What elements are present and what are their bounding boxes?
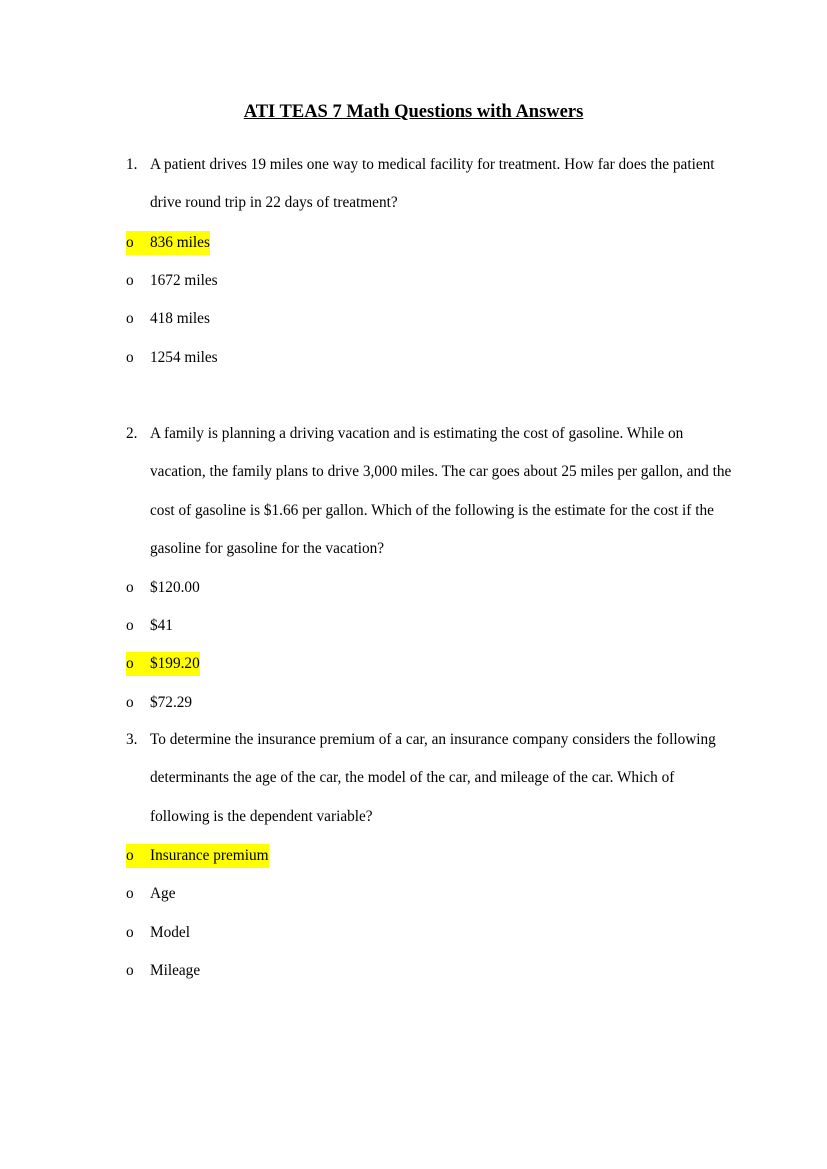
question-text: A patient drives 19 miles one way to medical facility for treatment. How far does the patient drive round trip in 22 days of treatment?	[150, 156, 715, 212]
answer-option	[126, 614, 173, 638]
answer-option	[126, 269, 218, 293]
document-title: ATI TEAS 7 Math Questions with Answers	[243, 102, 584, 122]
question-text: To determine the insurance premium of a car, an insurance company considers the following determinants the age of the car, the model of the car, and mileage of the car. Which of following is the dependent variable?	[150, 731, 716, 825]
question-1	[126, 146, 736, 223]
answer-option	[126, 882, 176, 906]
option-text: Mileage	[150, 962, 201, 979]
answer-option	[126, 691, 192, 715]
option-text: 836 miles	[150, 234, 210, 251]
option-text: $72.29	[150, 694, 193, 711]
answer-option	[126, 844, 269, 868]
answer-option	[126, 346, 218, 370]
question-number: 3.	[126, 731, 138, 748]
option-text: Age	[150, 885, 176, 902]
bullet: o	[126, 924, 134, 941]
bullet: o	[126, 579, 134, 596]
answer-option	[126, 921, 190, 945]
option-text: 418 miles	[150, 310, 210, 327]
option-text: $120.00	[150, 579, 200, 596]
answer-option	[126, 959, 200, 983]
bullet: o	[126, 234, 134, 251]
question-number: 1.	[126, 156, 138, 173]
bullet: o	[126, 962, 134, 979]
option-text: 1254 miles	[150, 349, 218, 366]
option-text: 1672 miles	[150, 272, 218, 289]
question-3	[126, 721, 736, 836]
answer-option	[126, 231, 210, 255]
bullet: o	[126, 310, 134, 327]
bullet: o	[126, 885, 134, 902]
bullet: o	[126, 694, 134, 711]
question-text: A family is planning a driving vacation and is estimating the cost of gasoline. While on vacation, the family plans to drive 3,000 miles. The car goes about 25 miles per gallon, and the cost of gasoline is $1.66 per gallon. Which of the following is the estimate for the cost if the gasoline for gasoline for the vacation?	[150, 425, 732, 558]
answer-option	[126, 652, 200, 676]
option-text: $41	[150, 617, 173, 634]
question-2	[126, 415, 736, 569]
option-text: $199.20	[150, 655, 200, 672]
bullet: o	[126, 655, 134, 672]
option-text: Model	[150, 924, 190, 941]
bullet: o	[126, 272, 134, 289]
bullet: o	[126, 349, 134, 366]
bullet: o	[126, 847, 134, 864]
answer-option	[126, 307, 210, 331]
option-text: Insurance premium	[150, 847, 269, 864]
bullet: o	[126, 617, 134, 634]
question-number: 2.	[126, 425, 138, 442]
answer-option	[126, 576, 200, 600]
